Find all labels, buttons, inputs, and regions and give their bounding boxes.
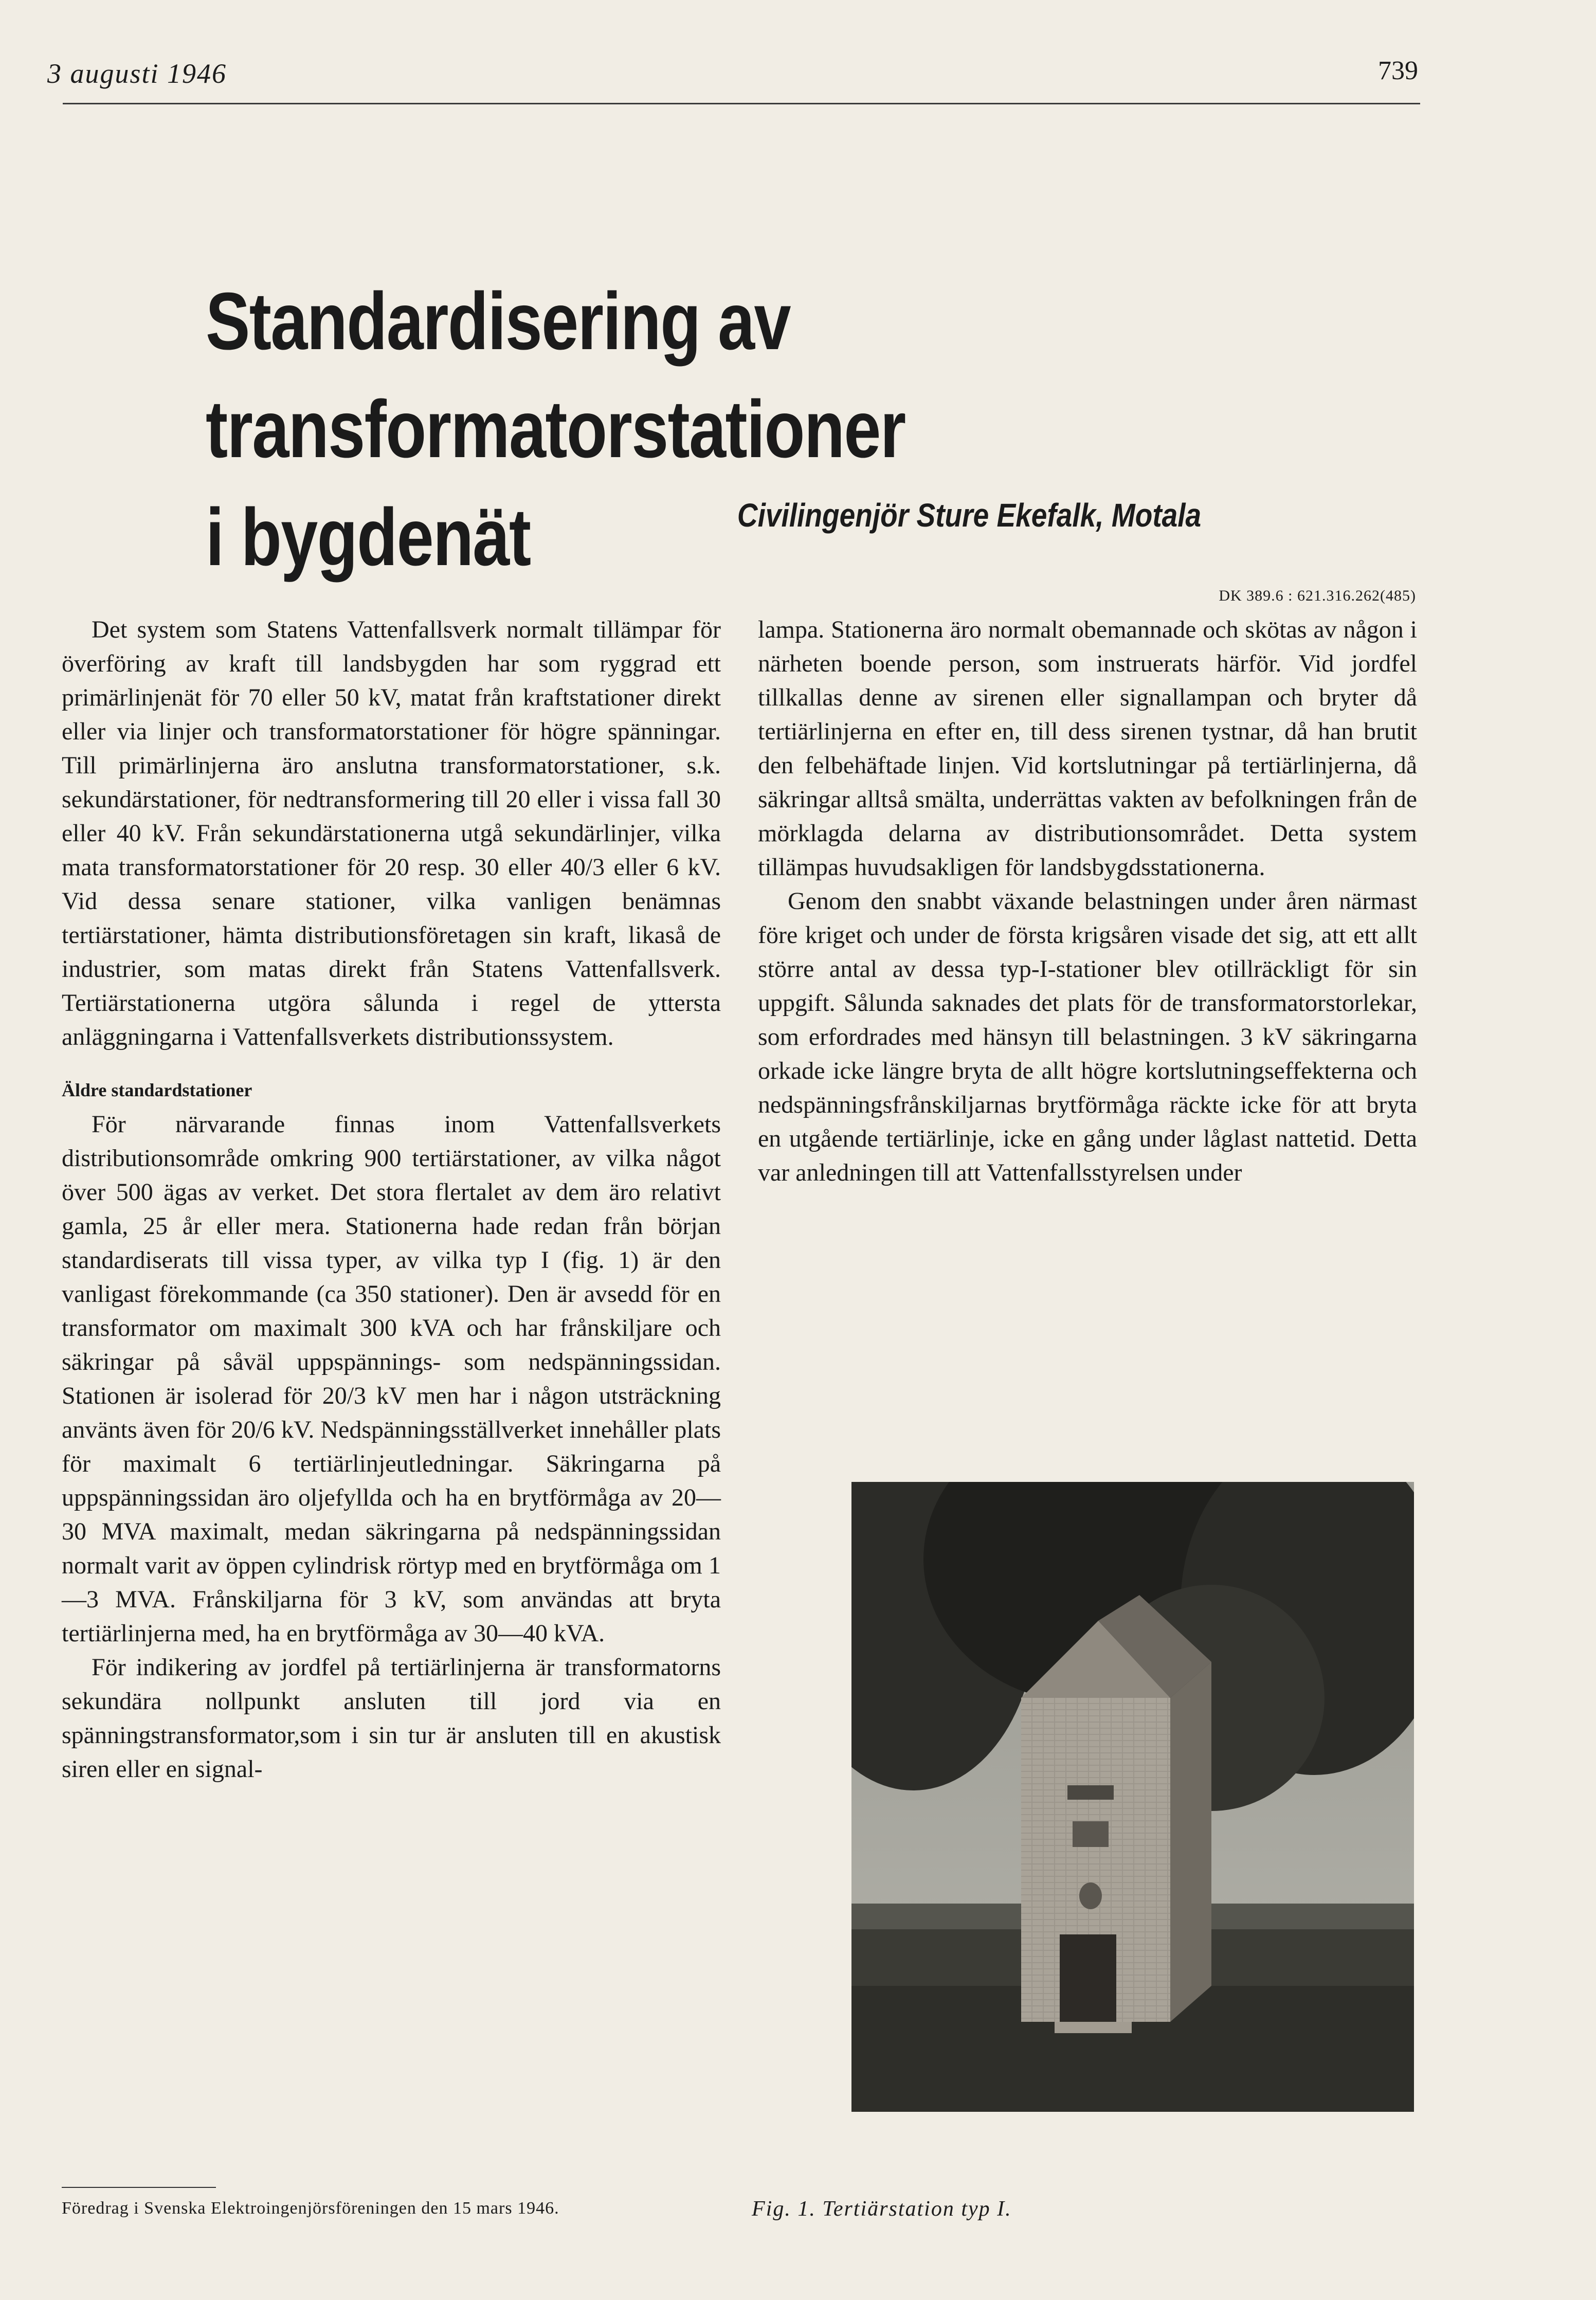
footnote-rule xyxy=(62,2187,216,2188)
paragraph: För indikering av jordfel på tertiärlinjerna är transformatorns sekundära nollpunkt ansluten till jord via en spänningstransformator,som i sin tur är ansluten till en akustisk siren eller en signal- xyxy=(62,1654,721,1783)
column-left xyxy=(62,613,721,1786)
title-line-1: Standardisering av transformatorstationer xyxy=(206,276,905,475)
figure-caption: Fig. 1. Tertiärstation typ I. xyxy=(752,2197,1012,2221)
footnote: Föredrag i Svenska Elektroingenjörsföreningen den 15 mars 1946. xyxy=(62,2199,559,2218)
paragraph: Genom den snabbt växande belastningen under åren närmast före kriget och under de första krigsåren visade det sig, att ett allt större antal av dessa typ-I-stationer blev otillräckligt för sin uppgift. Sålunda saknades det plats för de transformatorstorlekar, som erfordrades med hänsyn till belastningen. 3 kV säkringarna orkade icke längre bryta de allt högre kortslutningseffekterna och nedspänningsfrånskiljarnas brytförmåga räckte icke för att bryta en utgående tertiärlinje, icke en gång under låglast nattetid. Detta var anledningen till att Vattenfallsstyrelsen under xyxy=(758,888,1417,1186)
station-photo-illustration xyxy=(851,1482,1414,2112)
paragraph: För närvarande finnas inom Vattenfallsverkets distributionsområde omkring 900 tertiärstationer, av vilka något över 500 ägas av verket. Det stora flertalet av dem äro relativt gamla, 25 år eller mera. Stationerna hade redan från början standardiserats till vissa typer, av vilka typ I (fig. 1) är den vanligast förekommande (ca 350 stationer). Den är avsedd för en transformator om maximalt 300 kVA och har frånskiljare och säkringar på såväl uppspännings- som nedspänningssidan. Stationen är isolerad för 20/3 kV men har i någon utsträckning använts även för 20/6 kV. Nedspänningsställverket innehåller plats för maximalt 6 tertiärlinjeutledningar. Säkringarna på uppspänningssidan äro oljefyllda och ha en brytförmåga av 20—30 MVA maximalt, medan säkringarna på nedspänningssidan normalt varit av öppen cylindrisk rörtyp med en brytförmåga om 1—3 MVA. Frånskiljarna för 3 kV, som användas att bryta tertiärlinjerna med, ha en brytförmåga av 30—40 kVA. xyxy=(62,1111,721,1647)
author-byline: Civilingenjör Sture Ekefalk, Motala xyxy=(737,497,1201,534)
header-date: 3 augusti 1946 xyxy=(47,58,227,89)
column-right xyxy=(758,613,1417,1190)
title-line-2: i bygdenät xyxy=(206,492,531,583)
section-heading: Äldre standardstationer xyxy=(62,1080,252,1100)
paragraph: lampa. Stationerna äro normalt obemannade och skötas av någon i närheten boende person, som instruerats härför. Vid jordfel tillkallas denne av sirenen eller signallampan och bryter då tertiärlinjerna en efter en, till dess sirenen tystnar, då han brutit den felbehäftade linjen. Vid kortslutningar på tertiärlinjerna, då säkringar alltså smälta, underrättas vakten av befolkningen från de mörklagda delarna av distributionsområdet. Detta system tillämpas huvudsakligen för landsbygdsstationerna. xyxy=(758,616,1417,881)
paragraph: Det system som Statens Vattenfallsverk normalt tillämpar för överföring av kraft till landsbygden har som ryggrad ett primärlinjenät för 70 eller 50 kV, matat från kraftstationer direkt eller via linjer och transformatorstationer för högre spänningar. Till primärlinjerna äro anslutna transformatorstationer, s.k. sekundärstationer, för nedtransformering till 20 eller i vissa fall 30 eller 40 kV. Från sekundärstationerna utgå sekundärlinjer, vilka mata transformatorstationer för 20 resp. 30 eller 40/3 eller 6 kV. Vid dessa senare stationer, vilka vanligen benämnas tertiärstationer, hämta distributionsföretagen sin kraft, likaså de industrier, som matas direkt från Statens Vattenfallsverk. Tertiärstationerna utgöra sålunda i regel de yttersta anläggningarna i Vattenfallsverkets distributionssystem. xyxy=(62,616,721,1051)
header-rule xyxy=(63,103,1420,104)
dk-classification: DK 389.6 : 621.316.262(485) xyxy=(1219,587,1416,604)
page-number: 739 xyxy=(1378,56,1418,85)
figure-photo xyxy=(851,1482,1414,2112)
article-title xyxy=(206,267,1209,591)
